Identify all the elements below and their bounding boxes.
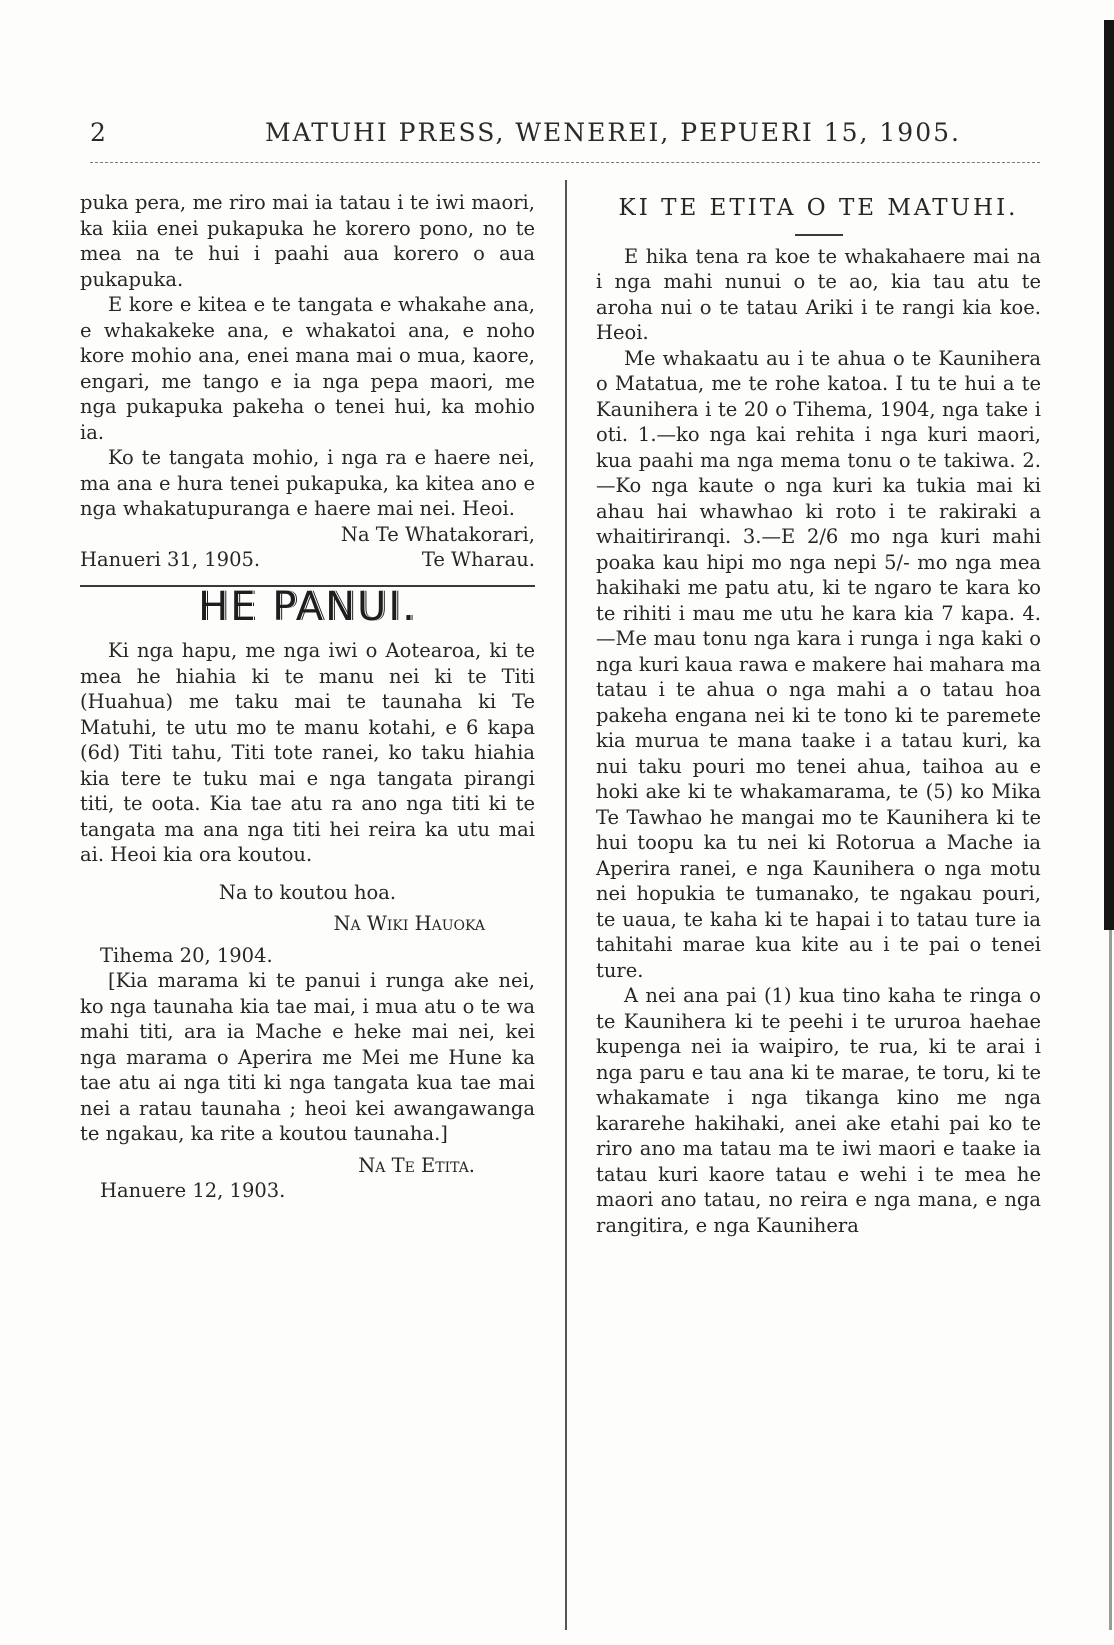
notice-text: Ki nga hapu, me nga iwi o Aotearoa, ki te mea he hiahia ki te manu nei ki te Titi (Huahua) me taku mai te taunaha ki Te Matuhi, te utu mo te manu kotahi, e 6 kapa (6d) Titi tahu, Titi tote ranei, ko taku hiahia kia tere te tuku mai e nga tangata pirangi titi, te oota. Kia tae atu ra ano nga titi ki te tangata ma ana nga titi hei reira ka utu mai ai. Heoi kia ora koutou. — [80, 639, 535, 866]
page-number: 2 — [90, 118, 106, 147]
notice-date: Tihema 20, 1904. — [100, 943, 273, 967]
letter-signature: Na Te Whatakorari, — [340, 522, 535, 546]
letter-date: Hanueri 31, 1905. — [80, 548, 261, 571]
letter-title: KI TE ETITA O TE MATUHI. — [618, 195, 1019, 221]
letter-paragraph: E kore e kitea e te tangata e whakahe ana, e whakakeke ana, e whakatoi ana, e noho kore mohio ana, enei mana mai o mua, kaore, engari, me tango e ia nga pepa maori, me nga pukapuka pakeha o tenei hui, ka mohio ia. — [80, 293, 535, 444]
column-divider — [565, 180, 567, 1630]
letter-paragraph: E hika tena ra koe te whakahaere mai na i nga mahi nunui o te ao, kia tau atu te aroha nui o te tatau Ariki i te rangi kia koe. Heoi. — [596, 244, 1041, 344]
editor-note: [Kia marama ki te panui i runga ake nei, ko nga taunaha kia tae mai, i mua atu o te wa mahi titi, ara ia Mache e heke mai nei, kei nga marama o Aperira me Mei me Hune ka tae atu ai nga titi ki nga tangata kua tae mai nei a ratau taunaha ; heoi kei awangawanga te ngakau, ka rite a koutou taunaha.] — [80, 969, 535, 1145]
scan-edge-shadow — [1104, 20, 1114, 930]
editor-date: Hanuere 12, 1903. — [100, 1179, 286, 1202]
letter-paragraph: Ko te tangata mohio, i nga ra e haere nei, ma ana e hura tenei pukapuka, ka kitea ano e nga whakatupuranga e haere mai nei. Heoi. — [80, 446, 535, 520]
letter-place: Te Wharau. — [421, 548, 535, 571]
right-column — [596, 190, 1041, 1238]
notice-closing: Na to koutou hoa. — [218, 880, 397, 904]
editor-signature: Na Te Etita. — [358, 1153, 475, 1177]
running-head: MATUHI PRESS, WENEREI, PEPUERI 15, 1905. — [265, 118, 961, 147]
letter-paragraph: puka pera, me riro mai ia tatau i te iwi maori, ka kiia enei pukapuka he korero pono, no te mea na te hui i paahi aua korero o aua pukapuka. — [80, 191, 535, 291]
scan-edge-line — [1109, 930, 1112, 1630]
letter-paragraph: Me whakaatu au i te ahua o te Kaunihera o Matatua, me te rohe katoa. I tu te hui a te Kaunihera i te 20 o Tihema, 1904, nga take i oti. 1.—ko nga kai rehita i nga kuri maori, kua paahi ma nga mema tonu o te takiwa. 2.—Ko nga kaute o nga kuri ka tukia mai ki ahau hai whawhao ki roto i te rakiraki a whaitiriranqi. 3.—E 2/6 mo nga kuri mahi poaka kau hipi mo nga nepi 5/- mo nga mea hakihaki me patu atu, ki te ngaro te kara ko te rihiti i mau me utu he kara kia 7 kapa. 4.—Me mau tonu nga kara i runga i nga kaki o nga kuri kaua rawa e makere hai mahara ma tatau i te ahua o nga mahi a o tatau hoa pakeha engana nei ki te tono ki te paremete kia murua te mana taake i a tatau kuri, ka nui taku pouri mo tenei ahua, taihoa au e hoki ake ki te whakamarama, te (5) ko Mika Te Tawhao he mangai mo te Kaunihera ki te hui toopu ka tu nei ki Rotorua a Mache ia Aperira ranei, e nga Kaunihera o nga motu nei hopukia te tumanako, te ngakau pouri, te uaua, te kaha ki te hapai i to tatau ture ia tahitahi marae kua kite au i te pai o tenei ture. — [596, 346, 1041, 982]
letter-paragraph: A nei ana pai (1) kua tino kaha te ringa o te Kaunihera ki te peehi i te ururoa haehae kupenga nei ia waipiro, te rua, ki te arai i nga paru e tau ana ki te marae, te toru, ki te whakamate i nga tikanga kino me nga kararehe hakihaki, anei ake etahi pai ko te riro ano ma tatau ma te iwi maori e taake ia tatau kuri kaore tatau e wehi i te mea he maori ano tatau, no reira e nga mana, e nga rangitira, e nga Kaunihera — [596, 984, 1041, 1237]
letter-dateline — [80, 547, 535, 573]
header-rule — [90, 162, 1040, 163]
left-column — [80, 190, 535, 1204]
title-rule — [795, 234, 843, 236]
notice-signature: Na Wiki Hauoka — [333, 912, 485, 935]
notice-headline: HE PANUI. — [198, 583, 417, 630]
page-header — [90, 118, 1050, 154]
